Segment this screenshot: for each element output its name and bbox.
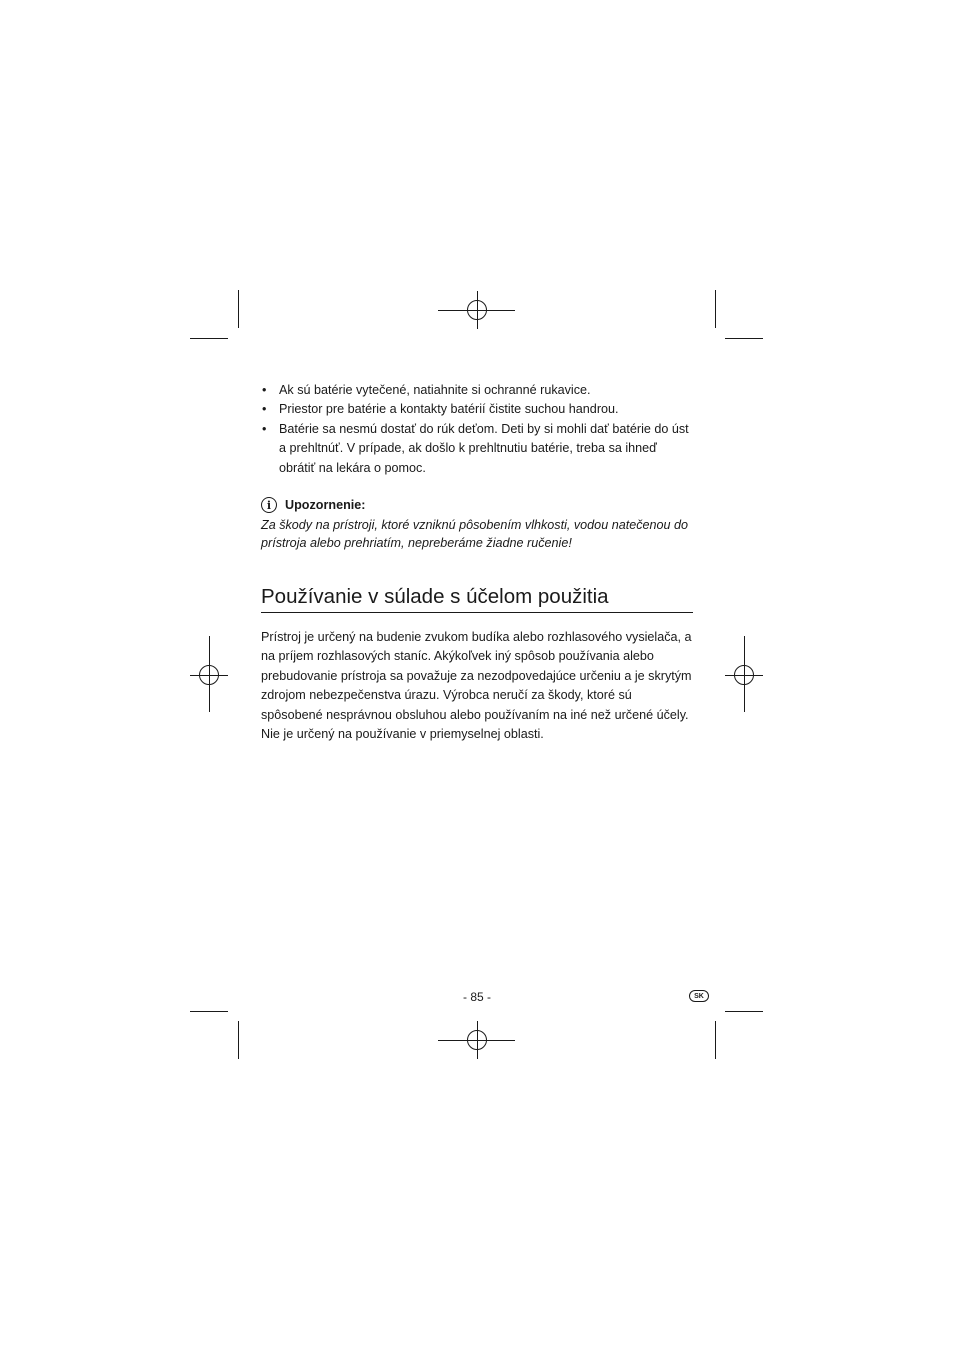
page-content bbox=[261, 381, 693, 744]
info-icon: i bbox=[261, 497, 277, 513]
battery-safety-list bbox=[261, 381, 693, 478]
page-number: - 85 - bbox=[462, 990, 491, 1004]
language-badge: SK bbox=[689, 990, 709, 1002]
note-title: Upozornenie: bbox=[285, 498, 366, 513]
section-title: Používanie v súlade s účelom použitia bbox=[261, 584, 693, 613]
note-text: Za škody na prístroji, ktoré vzniknú pôsobením vlhkosti, vodou natečenou do prístroja alebo prehriatím, nepreberáme žiadne ručenie! bbox=[261, 518, 689, 551]
list-item: • Priestor pre batérie a kontakty batérií čistite suchou handrou. bbox=[261, 400, 693, 419]
list-item: • Batérie sa nesmú dostať do rúk deťom. Deti by si mohli dať batérie do úst a prehltnúť. V prípade, ak došlo k prehltnutiu batérie, treba sa ihneď obrátiť na lekára o pomoc. bbox=[261, 420, 693, 478]
list-item: • Ak sú batérie vytečené, natiahnite si ochranné rukavice. bbox=[261, 381, 693, 400]
note-heading bbox=[261, 497, 693, 513]
section-body: Prístroj je určený na budenie zvukom budíka alebo rozhlasového vysielača, a na príjem rozhlasových staníc. Akýkoľvek iný spôsob používania alebo prebudovanie prístroja sa považuje za nezodpovedajúce určeniu a je skrytým zdrojom nebezpečenstva úrazu. Výrobca neručí za škody, ktoré sú spôsobené nesprávnou obsluhou alebo používaním na iné než určené účely. Nie je určený na používanie v priemyselnej oblasti. bbox=[261, 630, 692, 742]
